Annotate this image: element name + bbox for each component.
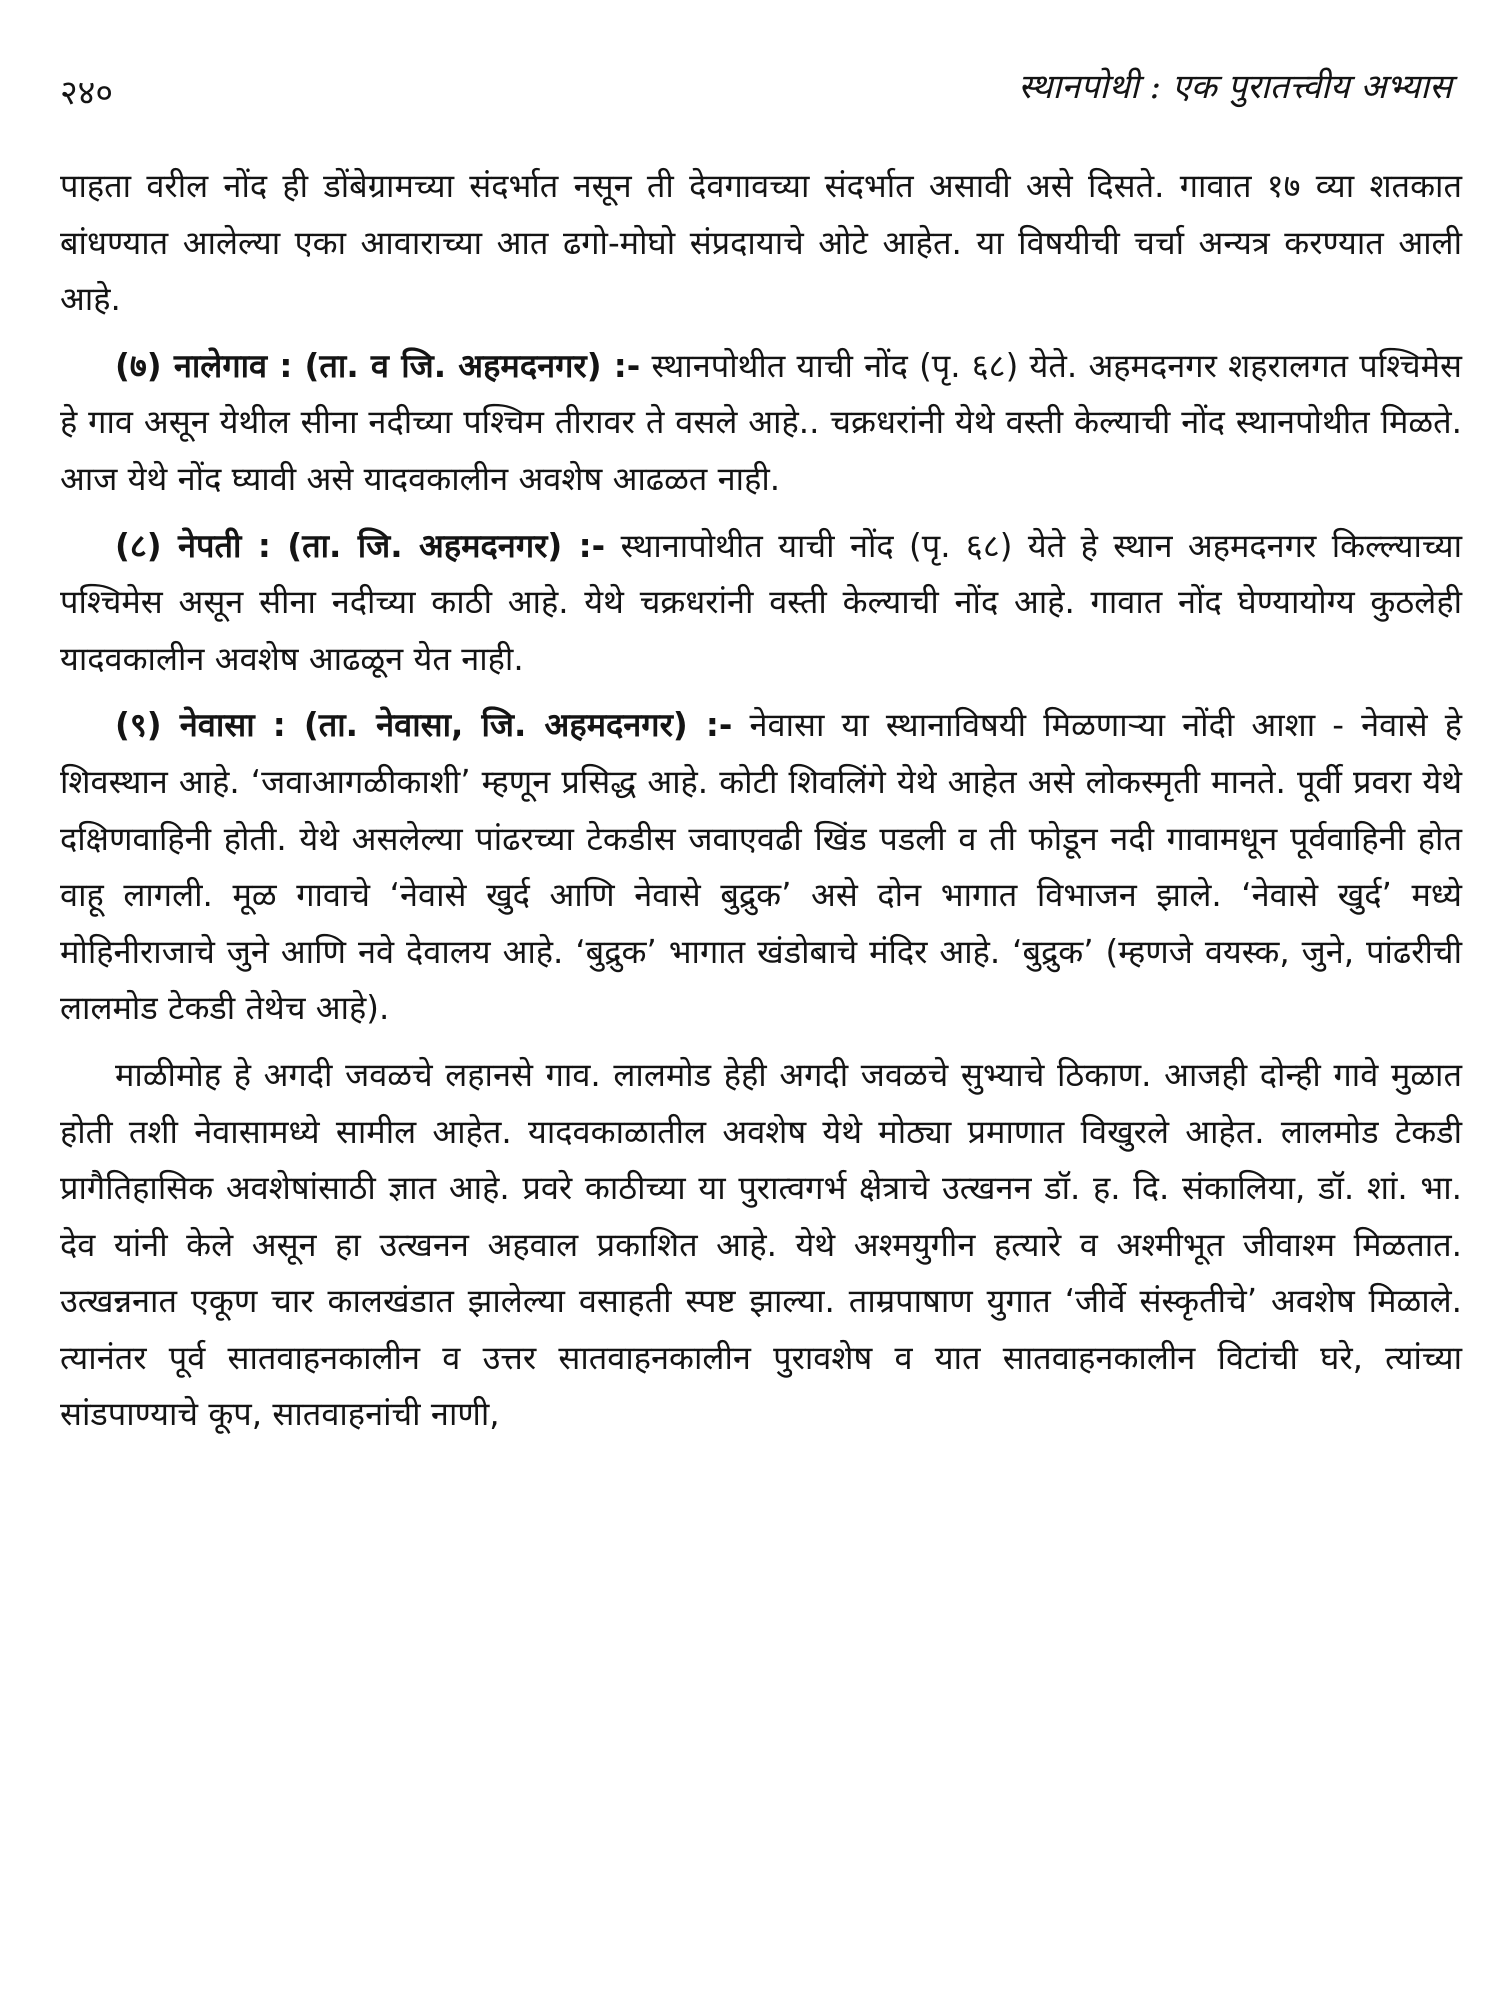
entry-heading-nevasa: (९) नेवासा : (ता. नेवासा, जि. अहमदनगर) :- [115,706,733,745]
paragraph-text: माळीमोह हे अगदी जवळचे लहानसे गाव. लालमोड हेही अगदी जवळचे सुभ्याचे ठिकाण. आजही दोन्ही गावे मुळात होती तशी नेवासामध्ये सामील आहेत. यादवकाळातील अवशेष येथे मोठ्या प्रमाणात विखुरले आहेत. लालमोड टेकडी प्रागैतिहासिक अवशेषांसाठी ज्ञात आहे. प्रवरे काठीच्या या पुरात्वगर्भ क्षेत्राचे उत्खनन डॉ. ह. दि. संकालिया, डॉ. शां. भा. देव यांनी केले असून हा उत्खनन अहवाल प्रकाशित आहे. येथे अश्मयुगीन हत्यारे व अश्मीभूत जीवाश्म मिळतात. उत्खन्ननात एकूण चार कालखंडात झालेल्या वसाहती स्पष्ट झाल्या. ताम्रपाषाण युगात ‘जीर्वे संस्कृतीचे’ अवशेष मिळाले. त्यानंतर पूर्व सातवाहनकालीन व उत्तर सातवाहनकालीन पुरावशेष व यात सातवाहनकालीन विटांची घरे, त्यांच्या सांडपाण्याचे कूप, सातवाहनांची नाणी, [60,1055,1462,1434]
paragraph-intro-continued [60,158,1462,328]
paragraph-text: नेवासा या स्थानाविषयी मिळणाऱ्या नोंदी आशा - नेवासे हे शिवस्थान आहे. ‘जवाआगळीकाशी’ म्हणून प्रसिद्ध आहे. कोटी शिवलिंगे येथे आहेत असे लोकस्मृती मानते. पूर्वी प्रवरा येथे दक्षिणवाहिनी होती. येथे असलेल्या पांढरच्या टेकडीस जवाएवढी खिंड पडली व ती फोडून नदी गावामधून पूर्ववाहिनी होत वाहू लागली. मूळ गावाचे ‘नेवासे खुर्द आणि नेवासे बुद्रुक’ असे दोन भागात विभाजन झाले. ‘नेवासे खुर्द’ मध्ये मोहिनीराजाचे जुने आणि नवे देवालय आहे. ‘बुद्रुक’ भागात खंडोबाचे मंदिर आहे. ‘बुद्रुक’ (म्हणजे वयस्क, जुने, पांढरीची लालमोड टेकडी तेथेच आहे). [60,706,1463,1028]
paragraph-nepati [60,518,1462,688]
page-number: २४० [60,73,114,113]
paragraph-nevasa [60,697,1462,1037]
entry-heading-nalegaon: (७) नालेगाव : (ता. व जि. अहमदनगर) :- [115,346,641,385]
running-title: स्थानपोथी : एक पुरातत्त्वीय अभ्यास [1018,67,1452,107]
paragraph-text: पाहता वरील नोंद ही डोंबेग्रामच्या संदर्भात नसून ती देवगावच्या संदर्भात असावी असे दिसते. गावात १७ व्या शतकात बांधण्यात आलेल्या एका आवाराच्या आत ढगो-मोघो संप्रदायाचे ओटे आहेत. या विषयीची चर्चा अन्यत्र करण्यात आली आहे. [60,167,1462,319]
page-header [60,62,1452,122]
paragraph-malimoh [60,1047,1462,1443]
entry-heading-nepati: (८) नेपती : (ता. जि. अहमदनगर) :- [115,526,606,565]
page-body [60,158,1462,1453]
paragraph-text: स्थानापोथीत याची नोंद (पृ. ६८) येते हे स्थान अहमदनगर किल्ल्याच्या पश्चिमेस असून सीना नदीच्या काठी आहे. येथे चक्रधरांनी वस्ती केल्याची नोंद आहे. गावात नोंद घेण्यायोग्य कुठलेही यादवकालीन अवशेष आढळून येत नाही. [60,526,1463,678]
paragraph-nalegaon [60,338,1462,508]
paragraph-text: स्थानपोथीत याची नोंद (पृ. ६८) येते. अहमदनगर शहरालगत पश्चिमेस हे गाव असून येथील सीना नदीच्या पश्चिम तीरावर ते वसले आहे.. चक्रधरांनी येथे वस्ती केल्याची नोंद स्थानपोथीत मिळते. आज येथे नोंद घ्यावी असे यादवकालीन अवशेष आढळत नाही. [60,346,1462,498]
